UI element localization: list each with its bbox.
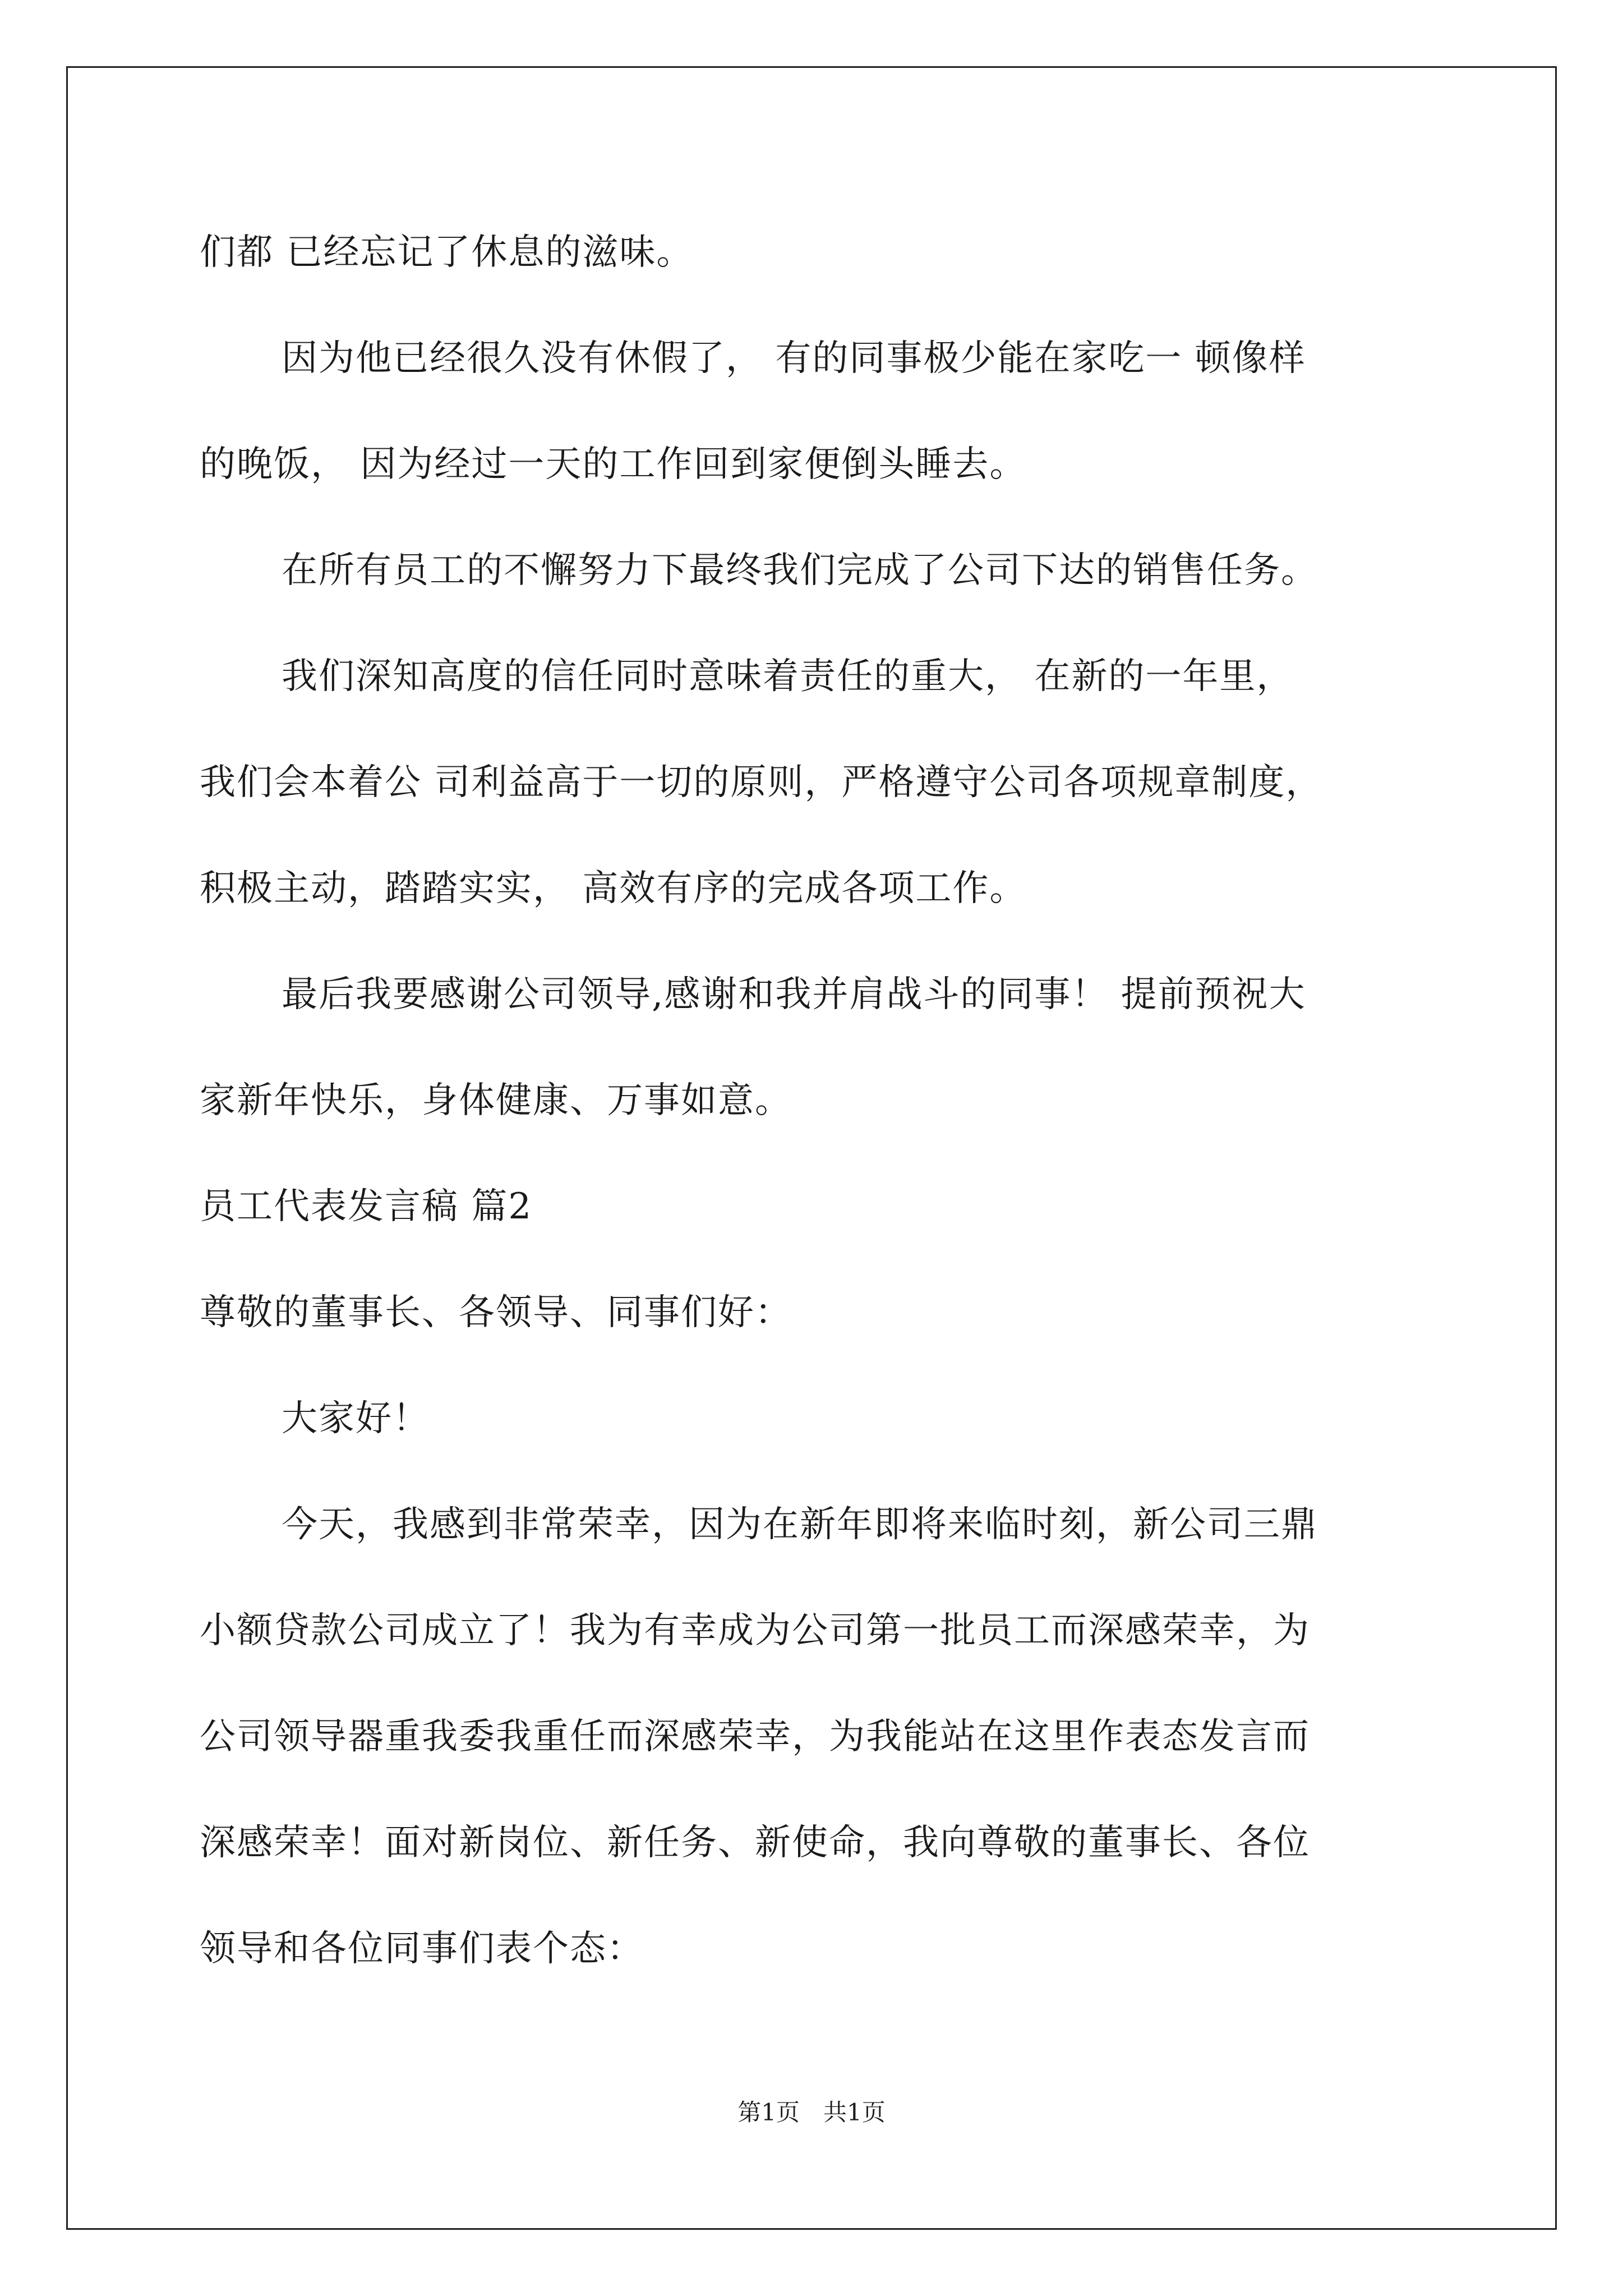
paragraph-line: 今天，我感到非常荣幸，因为在新年即将来临时刻，新公司三鼎 xyxy=(282,1504,1318,1545)
paragraph-line: 我们深知高度的信任同时意味着责任的重大， 在新的一年里， xyxy=(282,656,1294,697)
paragraph-line: 我们会本着公 司利益高于一切的原则，严格遵守公司各项规章制度， xyxy=(200,762,1323,803)
paragraph-line: 深感荣幸！面对新岗位、新任务、新使命，我向尊敬的董事长、各位 xyxy=(200,1822,1310,1864)
paragraph-line: 因为他已经很久没有休假了， 有的同事极少能在家吃一 顿像样 xyxy=(282,338,1306,379)
section-heading: 员工代表发言稿 篇2 xyxy=(200,1186,533,1227)
salutation: 尊敬的董事长、各领导、同事们好： xyxy=(200,1292,792,1333)
paragraph-line: 家新年快乐，身体健康、万事如意。 xyxy=(200,1080,792,1121)
page-number-footer: 第1页 共1页 xyxy=(737,2099,886,2126)
paragraph-line: 积极主动，踏踏实实， 高效有序的完成各项工作。 xyxy=(200,868,1027,909)
greeting: 大家好！ xyxy=(282,1398,430,1439)
page-border xyxy=(66,66,1557,2230)
paragraph-line: 们都 已经忘记了休息的滋味。 xyxy=(200,232,694,273)
paragraph-line: 领导和各位同事们表个态： xyxy=(200,1928,644,1970)
paragraph-line: 在所有员工的不懈努力下最终我们完成了公司下达的销售任务。 xyxy=(282,550,1318,591)
paragraph-line: 的晚饭， 因为经过一天的工作回到家便倒头睡去。 xyxy=(200,444,1027,485)
paragraph-line: 小额贷款公司成立了！我为有幸成为公司第一批员工而深感荣幸，为 xyxy=(200,1610,1310,1651)
paragraph-line: 最后我要感谢公司领导,感谢和我并肩战斗的同事！ 提前预祝大 xyxy=(282,974,1306,1015)
paragraph-line: 公司领导器重我委我重任而深感荣幸，为我能站在这里作表态发言而 xyxy=(200,1716,1310,1757)
